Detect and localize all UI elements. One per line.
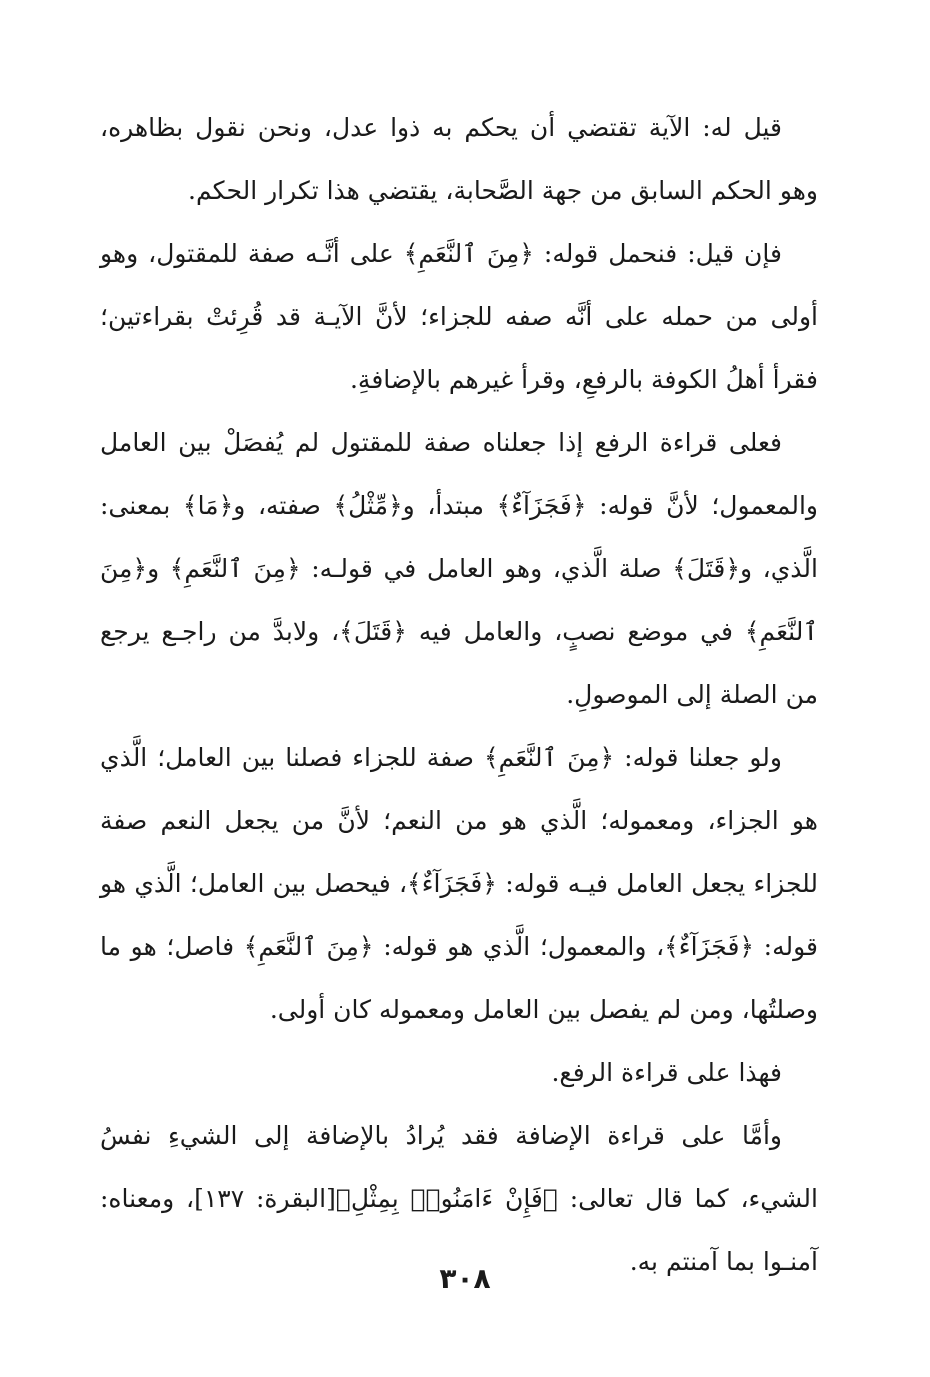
page-number: ٣٠٨ bbox=[439, 1262, 491, 1295]
paragraph: ولو جعلنا قوله: ﴿مِنَ ٱلنَّعَمِ﴾ صفة للجزاء فصلنا بين العامل؛ الَّذي هو الجزاء، ومعموله؛ الَّذي هو من النعم؛ لأنَّ من يجعل النعم صفة للجزاء يجعل العامل فيـه قوله: ﴿فَجَزَآءٌ﴾، فيحصل بين العامل؛ الَّذي هو قوله: ﴿فَجَزَآءٌ﴾، والمعمول؛ الَّذي هو قوله: ﴿مِنَ ٱلنَّعَمِ﴾ فاصل؛ هو ما وصلتُها، ومن لم يفصل بين العامل ومعموله كان أولى. bbox=[100, 743, 818, 1024]
paragraph: قيل له: الآية تقتضي أن يحكم به ذوا عدل، ونحن نقول بظاهره، وهو الحكم السابق من جهة الصَّحابة، يقتضي هذا تكرار الحكم. bbox=[100, 113, 818, 205]
paragraph: وأمَّا على قراءة الإضافة فقد يُرادُ بالإضافة إلى الشيءِ نفسُ الشيء، كما قال تعالى: ﴿فَإِنْ ءَامَنُوا۟ بِمِثْلِ﴾[البقرة: ١٣٧]، ومعناه: آمنـوا بما آمنتم به. bbox=[100, 1121, 818, 1276]
paragraph: فإن قيل: فنحمل قوله: ﴿مِنَ ٱلنَّعَمِ﴾ على أنَّـه صفة للمقتول، وهو أولى من حمله على أنَّه صفه للجزاء؛ لأنَّ الآيـة قد قُرِئتْ بقراءتين؛ فقرأ أهلُ الكوفة بالرفعِ، وقرأ غيرهم بالإضافةِ. bbox=[100, 239, 818, 394]
paragraph: فعلى قراءة الرفع إذا جعلناه صفة للمقتول لم يُفصَلْ بين العامل والمعمول؛ لأنَّ قوله: ﴿فَجَزَآءٌ﴾ مبتدأ، و﴿مِّثْلُ﴾ صفته، و﴿مَا﴾ بمعنى: الَّذي، و﴿قَتَلَ﴾ صلة الَّذي، وهو العامل في قولـه: ﴿مِنَ ٱلنَّعَمِ﴾ و﴿مِنَ ٱلنَّعَمِ﴾ في موضع نصبٍ، والعامل فيه ﴿قَتَلَ﴾، ولابدَّ من راجـع يرجع من الصلة إلى الموصولِ. bbox=[100, 428, 818, 709]
page-body bbox=[100, 96, 818, 1293]
paragraph: فهذا على قراءة الرفع. bbox=[551, 1058, 782, 1087]
